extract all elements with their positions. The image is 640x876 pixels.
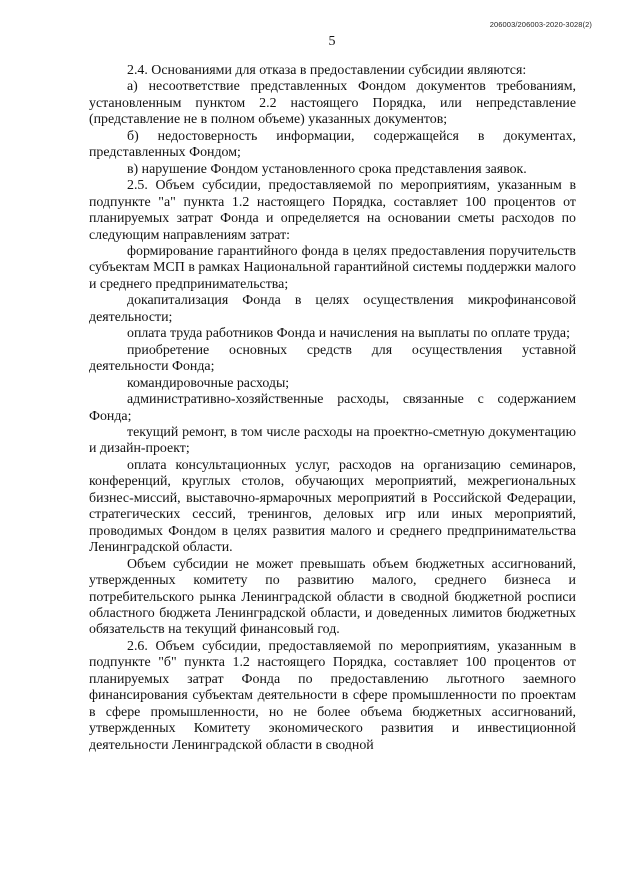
paragraph-expense-salaries: оплата труда работников Фонда и начисления на выплаты по оплате труда; <box>127 326 570 342</box>
paragraph-expense-travel: командировочные расходы; <box>127 375 290 391</box>
paragraph-item-a: а) несоответствие представленных Фондом документов требованиям, установленным пунктом 2.2 настоящего Порядка, или непредставление (представление не в полном объеме) указанных документов; <box>89 79 576 128</box>
paragraph-expense-repair: текущий ремонт, в том числе расходы на проектно-сметную документацию и дизайн-проект; <box>89 424 576 457</box>
page-number: 5 <box>328 34 336 49</box>
paragraph-expense-administrative: административно-хозяйственные расходы, связанные с содержанием Фонда; <box>89 392 576 424</box>
paragraph-expense-capitalization: докапитализация Фонда в целях осуществления микрофинансовой деятельности; <box>89 293 576 325</box>
paragraph-subsidy-volume-a: 2.5. Объем субсидии, предоставляемой по мероприятиям, указанным в подпункте "а" пункта 1.2 настоящего Порядка, составляет 100 процентов от планируемых затрат Фонда и определяется на основании сметы расходов по следующим направлениям затрат: <box>89 178 576 243</box>
paragraph-expense-fixed-assets: приобретение основных средств для осуществления уставной деятельности Фонда; <box>89 342 576 375</box>
paragraph-refusal-grounds: 2.4. Основаниями для отказа в предоставлении субсидии являются: <box>127 63 527 78</box>
paragraph-expense-guarantee-fund: формирование гарантийного фонда в целях предоставления поручительств субъектам МСП в рамках Национальной гарантийной системы поддержки малого и среднего предпринимательства; <box>89 243 576 292</box>
document-body <box>89 63 576 754</box>
document-id: 206003/206003-2020-3028(2) <box>489 20 592 29</box>
paragraph-item-b: б) недостоверность информации, содержащейся в документах, представленных Фондом; <box>89 128 576 161</box>
paragraph-item-v: в) нарушение Фондом установленного срока представления заявок. <box>127 161 527 177</box>
paragraph-subsidy-volume-b: 2.6. Объем субсидии, предоставляемой по мероприятиям, указанным в подпункте "б" пункта 1.2 настоящего Порядка, составляет 100 процентов от планируемых затрат Фонда по предоставлению льготного заемного финансирования субъектам деятельности в сфере промышленности по проектам в сфере промышленности, но не более объема бюджетных ассигнований, утвержденных Комитету экономического развития и инвестиционной деятельности Ленинградской области в сводной <box>89 638 576 753</box>
paragraph-subsidy-limit: Объем субсидии не может превышать объем бюджетных ассигнований, утвержденных комитету по развитию малого, среднего бизнеса и потребительского рынка Ленинградской области в сводной бюджетной росписи областного бюджета Ленинградской области, и доведенных лимитов бюджетных обязательств на текущий финансовый год. <box>89 556 576 638</box>
paragraph-expense-consulting: оплата консультационных услуг, расходов на организацию семинаров, конференций, круглых столов, обучающих мероприятий, межрегиональных бизнес-миссий, выставочно-ярмарочных мероприятий в Российской Федерации, стратегических сессий, тренингов, деловых игр или иных мероприятий, проводимых Фондом в целях развития малого и среднего предпринимательства Ленинградской области. <box>89 457 576 556</box>
